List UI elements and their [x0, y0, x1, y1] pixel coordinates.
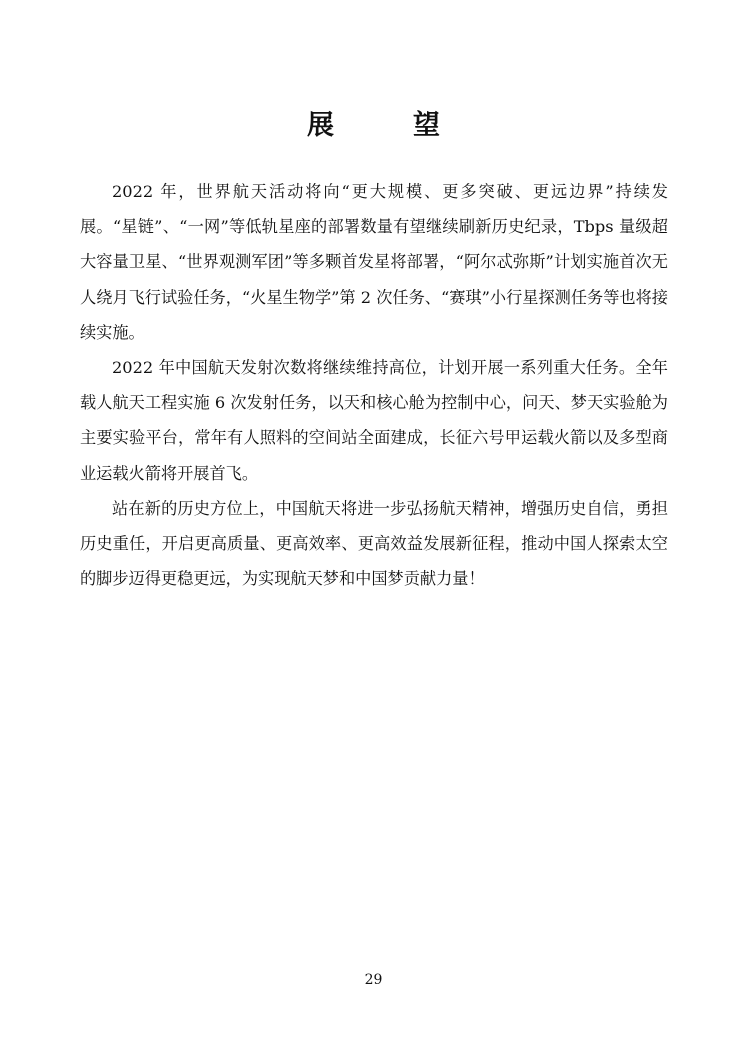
page-title: 展 望	[307, 110, 466, 141]
paragraph-outlook-world: 2022 年，世界航天活动将向“更大规模、更多突破、更远边界”持续发展。“星链”、“一网”等低轨星座的部署数量有望继续刷新历史纪录，Tbps 量级超大容量卫星、“世界观测军团”等多颗首发星将部署，“阿尔忒弥斯”计划实施首次无人绕月飞行试验任务，“火星生物学”第 2 次任务、“赛琪”小行星探测任务等也将接续实施。	[80, 182, 668, 342]
paragraph-outlook-china: 2022 年中国航天发射次数将继续维持高位，计划开展一系列重大任务。全年载人航天工程实施 6 次发射任务，以天和核心舱为控制中心，问天、梦天实验舱为主要实验平台，常年有人照料的空间站全面建成，长征六号甲运载火箭以及多型商业运载火箭将开展首飞。	[80, 358, 668, 483]
paragraph-outlook-conclusion: 站在新的历史方位上，中国航天将进一步弘扬航天精神，增强历史自信，勇担历史重任，开启更高质量、更高效率、更高效益发展新征程，推动中国人探索太空的脚步迈得更稳更远，为实现航天梦和中国梦贡献力量！	[80, 498, 668, 589]
page-number: 29	[364, 972, 383, 988]
body-text	[80, 174, 668, 596]
